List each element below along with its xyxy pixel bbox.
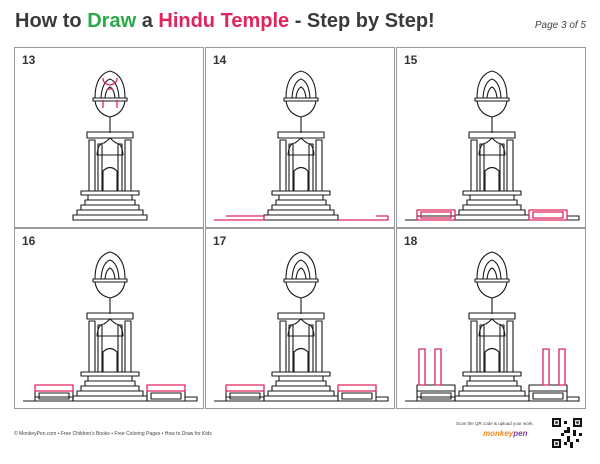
- temple-outline: [316, 321, 322, 372]
- temple-outline: [125, 321, 131, 372]
- temple-drawing: [206, 229, 396, 410]
- temple-outline: [309, 144, 313, 191]
- temple-outline: [125, 140, 131, 191]
- temple-outline: [455, 396, 529, 401]
- step-number: 14: [213, 53, 227, 67]
- temple-outline: [289, 325, 293, 372]
- temple-outline: [294, 349, 308, 373]
- temple-outline: [477, 282, 507, 298]
- temple-drawing: [397, 229, 587, 410]
- temple-outline: [89, 140, 95, 191]
- temple-outline: [477, 252, 507, 279]
- temple-outline: [98, 325, 102, 372]
- new-step-line: [419, 349, 425, 385]
- step-number: 16: [22, 234, 36, 248]
- temple-outline: [487, 87, 497, 98]
- temple-outline: [459, 210, 525, 215]
- temple-outline: [264, 215, 338, 220]
- temple-outline: [286, 282, 316, 298]
- temple-outline: [459, 391, 525, 396]
- footer-links: © MonkeyPen.com • Free Children's Books • Free Coloring Pages • How to Draw for Kids: [14, 431, 212, 437]
- temple-outline: [288, 319, 314, 336]
- temple-outline: [292, 79, 310, 98]
- temple-outline: [471, 321, 477, 372]
- new-step-line: [214, 216, 264, 220]
- temple-outline: [286, 252, 316, 279]
- temple-outline: [95, 252, 125, 279]
- temple-outline: [296, 268, 306, 279]
- temple-outline: [533, 393, 563, 399]
- step-number: 18: [404, 234, 418, 248]
- temple-outline: [85, 200, 135, 205]
- step-panel-16: [14, 228, 204, 409]
- temple-outline: [467, 381, 517, 386]
- temple-outline: [289, 144, 293, 191]
- temple-outline: [421, 393, 451, 399]
- new-step-line: [435, 349, 441, 385]
- temple-outline: [93, 98, 127, 101]
- temple-outline: [85, 381, 135, 386]
- temple-drawing: [15, 229, 205, 410]
- temple-outline: [463, 205, 521, 210]
- temple-outline: [296, 87, 306, 98]
- temple-outline: [475, 279, 509, 282]
- temple-outline: [470, 195, 514, 200]
- temple-outline: [268, 391, 334, 396]
- temple-outline: [272, 205, 330, 210]
- temple-outline: [284, 279, 318, 282]
- new-step-line: [147, 385, 185, 391]
- temple-outline: [73, 215, 147, 220]
- new-step-line: [543, 349, 549, 385]
- temple-outline: [507, 140, 513, 191]
- temple-outline: [475, 98, 509, 101]
- temple-outline: [483, 79, 501, 98]
- temple-outline: [88, 376, 132, 381]
- temple-outline: [118, 325, 122, 372]
- temple-outline: [81, 205, 139, 210]
- new-step-line: [533, 212, 563, 218]
- temple-outline: [479, 138, 505, 155]
- temple-outline: [470, 376, 514, 381]
- temple-drawing: [15, 48, 205, 229]
- title-word-step: - Step by Step!: [294, 10, 435, 32]
- temple-outline: [480, 325, 484, 372]
- temple-outline: [77, 210, 143, 215]
- step-panel-13: [14, 47, 204, 228]
- temple-outline: [280, 140, 286, 191]
- step-number: 17: [213, 234, 227, 248]
- title-word-how-to: How to: [15, 10, 82, 32]
- temple-outline: [477, 101, 507, 117]
- temple-outline: [276, 381, 326, 386]
- temple-outline: [279, 195, 323, 200]
- title-word-draw: Draw: [87, 10, 137, 32]
- temple-outline: [279, 376, 323, 381]
- temple-outline: [118, 144, 122, 191]
- temple-outline: [105, 268, 115, 279]
- temple-outline: [101, 260, 119, 279]
- temple-outline: [93, 279, 127, 282]
- step-number: 15: [404, 53, 418, 67]
- temple-outline: [286, 71, 316, 98]
- qr-code-icon: [552, 418, 582, 448]
- temple-outline: [88, 195, 132, 200]
- temple-drawing: [206, 48, 396, 229]
- temple-outline: [280, 321, 286, 372]
- title-word-subject: Hindu Temple: [158, 10, 290, 32]
- temple-outline: [288, 138, 314, 155]
- temple-outline: [485, 168, 499, 192]
- step-panel-17: [205, 228, 395, 409]
- temple-outline: [487, 268, 497, 279]
- temple-outline: [268, 210, 334, 215]
- page-number: Page 3 of 5: [534, 20, 586, 31]
- temple-outline: [98, 144, 102, 191]
- temple-outline: [507, 321, 513, 372]
- temple-outline: [103, 349, 117, 373]
- temple-outline: [294, 168, 308, 192]
- temple-outline: [81, 191, 139, 195]
- temple-drawing: [397, 48, 587, 229]
- temple-outline: [467, 200, 517, 205]
- temple-outline: [103, 168, 117, 192]
- temple-outline: [272, 191, 330, 195]
- temple-outline: [81, 372, 139, 376]
- brand-logo: monkeypen: [483, 429, 528, 438]
- temple-outline: [477, 71, 507, 98]
- new-step-line: [559, 349, 565, 385]
- temple-outline: [292, 260, 310, 279]
- temple-outline: [417, 385, 455, 391]
- title-word-a: a: [141, 10, 153, 32]
- temple-outline: [81, 386, 139, 391]
- temple-outline: [500, 325, 504, 372]
- step-panel-18: [396, 228, 586, 409]
- temple-outline: [463, 386, 521, 391]
- temple-outline: [471, 140, 477, 191]
- temple-outline: [485, 349, 499, 373]
- temple-outline: [97, 319, 123, 336]
- temple-outline: [286, 101, 316, 117]
- new-step-line: [226, 385, 264, 391]
- temple-outline: [455, 215, 529, 220]
- steps-grid: [14, 47, 586, 409]
- temple-outline: [95, 282, 125, 298]
- temple-outline: [272, 372, 330, 376]
- qr-instructions: Scan the QR code & upload your work.: [456, 421, 534, 426]
- temple-outline: [463, 191, 521, 195]
- new-step-line: [421, 212, 451, 218]
- temple-outline: [95, 101, 125, 117]
- step-panel-15: [396, 47, 586, 228]
- temple-outline: [39, 393, 69, 399]
- temple-outline: [529, 385, 567, 391]
- temple-outline: [264, 396, 338, 401]
- temple-outline: [479, 319, 505, 336]
- temple-outline: [89, 321, 95, 372]
- new-step-line: [338, 385, 376, 391]
- temple-outline: [500, 144, 504, 191]
- temple-outline: [342, 393, 372, 399]
- temple-outline: [480, 144, 484, 191]
- temple-outline: [463, 372, 521, 376]
- temple-outline: [73, 396, 147, 401]
- temple-outline: [483, 260, 501, 279]
- temple-outline: [316, 140, 322, 191]
- page-title: [15, 10, 435, 33]
- temple-outline: [276, 200, 326, 205]
- new-step-line: [338, 216, 388, 220]
- temple-outline: [97, 138, 123, 155]
- temple-outline: [284, 98, 318, 101]
- temple-outline: [151, 393, 181, 399]
- temple-outline: [272, 386, 330, 391]
- temple-outline: [230, 393, 260, 399]
- temple-outline: [77, 391, 143, 396]
- step-panel-14: [205, 47, 395, 228]
- temple-outline: [309, 325, 313, 372]
- new-step-line: [35, 385, 73, 391]
- step-number: 13: [22, 53, 36, 67]
